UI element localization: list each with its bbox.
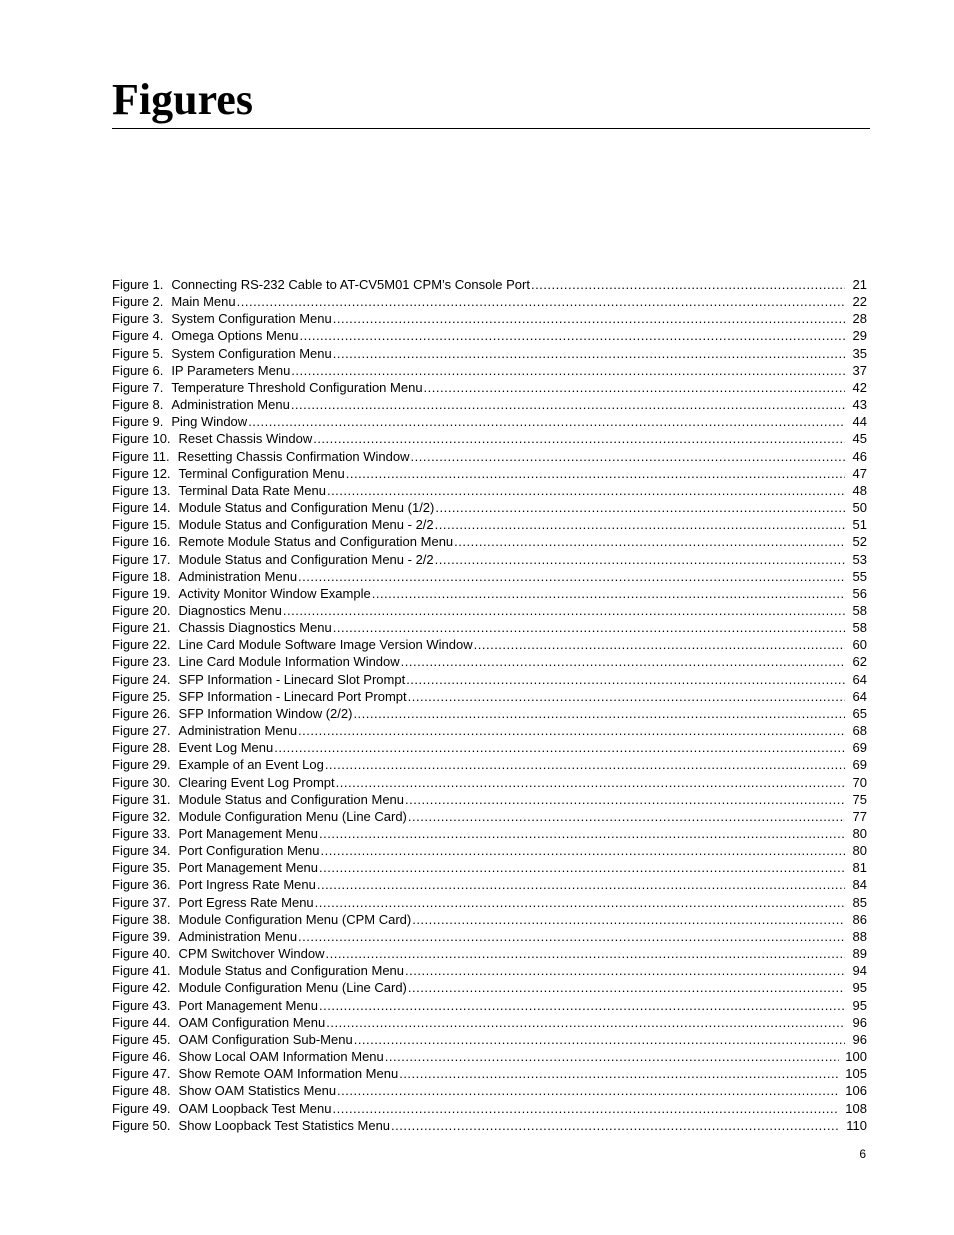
figure-number: Figure 43.: [112, 997, 171, 1013]
figure-entry[interactable]: [112, 979, 868, 996]
figure-entry[interactable]: [112, 928, 868, 945]
dot-leader: [298, 568, 845, 585]
figure-entry[interactable]: [112, 482, 868, 499]
figure-entry[interactable]: [112, 739, 868, 756]
figure-entry[interactable]: [112, 825, 868, 842]
figure-page-number[interactable]: 85: [852, 894, 867, 910]
figure-title[interactable]: System Configuration Menu: [171, 345, 332, 361]
dot-leader: [391, 1117, 840, 1134]
figure-number: Figure 2.: [112, 294, 164, 310]
dot-leader: [399, 1065, 839, 1082]
dot-leader: [319, 825, 845, 842]
dot-leader: [248, 413, 845, 430]
figure-entry[interactable]: [112, 568, 868, 585]
figure-title[interactable]: Module Status and Configuration Menu - 2/2: [178, 551, 434, 567]
figure-number: Figure 16.: [112, 534, 171, 550]
figure-title[interactable]: Clearing Event Log Prompt: [178, 774, 335, 790]
dot-leader: [237, 293, 845, 310]
dot-leader: [319, 859, 845, 876]
figure-title[interactable]: Module Configuration Menu (Line Card): [178, 980, 407, 996]
figure-page-number[interactable]: 35: [852, 345, 867, 361]
figure-number: Figure 30.: [112, 774, 171, 790]
figure-page-number[interactable]: 70: [852, 774, 867, 790]
figure-title[interactable]: Module Configuration Menu (CPM Card): [178, 911, 412, 927]
figure-title[interactable]: Activity Monitor Window Example: [178, 585, 371, 601]
figure-title[interactable]: IP Parameters Menu: [171, 362, 291, 378]
figure-entry[interactable]: [112, 1100, 868, 1117]
figure-entry[interactable]: [112, 842, 868, 859]
figure-page-number[interactable]: 95: [852, 997, 867, 1013]
figure-number: Figure 32.: [112, 808, 171, 824]
figure-number: Figure 28.: [112, 740, 171, 756]
figure-number: Figure 1.: [112, 277, 164, 292]
figure-title[interactable]: Administration Menu: [178, 568, 298, 584]
dot-leader: [325, 756, 845, 773]
figure-entry[interactable]: [112, 1065, 868, 1082]
figure-number: Figure 21.: [112, 620, 171, 636]
figure-number: Figure 29.: [112, 757, 171, 773]
dot-leader: [435, 516, 845, 533]
figure-number: Figure 39.: [112, 928, 171, 944]
figure-title[interactable]: Port Management Menu: [178, 860, 319, 876]
figure-page-number[interactable]: 68: [852, 723, 867, 739]
figure-entry[interactable]: [112, 688, 868, 705]
dot-leader: [336, 774, 845, 791]
figure-number: Figure 48.: [112, 1083, 171, 1099]
figure-page-number[interactable]: 86: [852, 911, 867, 927]
figure-title[interactable]: OAM Loopback Test Menu: [178, 1100, 332, 1116]
dot-leader: [405, 962, 845, 979]
figure-number: Figure 4.: [112, 328, 164, 344]
figure-title[interactable]: Port Ingress Rate Menu: [178, 877, 316, 893]
figure-title[interactable]: CPM Switchover Window: [178, 946, 325, 962]
figure-entry[interactable]: [112, 962, 868, 979]
dot-leader: [354, 1031, 845, 1048]
figure-title[interactable]: Remote Module Status and Configuration Menu: [178, 534, 454, 550]
figure-number: Figure 17.: [112, 551, 171, 567]
dot-leader: [411, 448, 845, 465]
figure-number: Figure 44.: [112, 1014, 171, 1030]
figure-page-number[interactable]: 55: [852, 568, 867, 584]
figure-title[interactable]: Ping Window: [171, 414, 248, 430]
figure-entry[interactable]: [112, 756, 868, 773]
figure-title[interactable]: Port Management Menu: [178, 997, 319, 1013]
figure-page-number[interactable]: 110: [846, 1117, 867, 1133]
dot-leader: [424, 379, 845, 396]
figure-number: Figure 12.: [112, 465, 171, 481]
figure-entry[interactable]: [112, 362, 868, 379]
figure-entry[interactable]: [112, 808, 868, 825]
title-rule: [112, 128, 870, 129]
figure-title[interactable]: Event Log Menu: [178, 740, 274, 756]
figure-number: Figure 23.: [112, 654, 171, 670]
figure-page-number[interactable]: 75: [852, 791, 867, 807]
figure-title[interactable]: Port Configuration Menu: [178, 843, 320, 859]
figure-list: [112, 276, 868, 1134]
figure-number: Figure 6.: [112, 362, 164, 378]
figure-number: Figure 25.: [112, 688, 171, 704]
figure-number: Figure 42.: [112, 980, 171, 996]
figure-entry[interactable]: [112, 791, 868, 808]
figure-page-number[interactable]: 80: [852, 843, 867, 859]
figure-page-number[interactable]: 108: [845, 1100, 867, 1116]
figure-entry[interactable]: [112, 551, 868, 568]
dot-leader: [327, 482, 845, 499]
figure-title[interactable]: Module Status and Configuration Menu - 2/2: [178, 517, 434, 533]
figure-page-number[interactable]: 51: [852, 517, 867, 533]
figure-page-number[interactable]: 29: [852, 328, 867, 344]
figure-title[interactable]: Show OAM Statistics Menu: [178, 1083, 337, 1099]
dot-leader: [353, 705, 845, 722]
figure-title[interactable]: Show Local OAM Information Menu: [178, 1049, 384, 1065]
figure-title[interactable]: Module Status and Configuration Menu (1/2): [178, 500, 435, 516]
figure-title[interactable]: Administration Menu: [171, 397, 290, 413]
dot-leader: [372, 585, 845, 602]
dot-leader: [408, 808, 845, 825]
figure-page-number[interactable]: 100: [845, 1049, 867, 1065]
figure-title[interactable]: Module Configuration Menu (Line Card): [178, 808, 407, 824]
dot-leader: [317, 876, 845, 893]
figure-title[interactable]: Reset Chassis Window: [178, 431, 313, 447]
figure-number: Figure 3.: [112, 311, 164, 327]
figure-entry[interactable]: [112, 430, 868, 447]
figure-number: Figure 11.: [112, 448, 170, 464]
figure-title[interactable]: Administration Menu: [178, 928, 298, 944]
figure-entry[interactable]: [112, 894, 868, 911]
figure-page-number[interactable]: 65: [852, 705, 867, 721]
figure-title[interactable]: Terminal Configuration Menu: [178, 465, 345, 481]
figure-entry[interactable]: [112, 276, 868, 293]
figure-number: Figure 45.: [112, 1031, 171, 1047]
page-title: Figures: [112, 75, 253, 124]
figure-title[interactable]: Diagnostics Menu: [178, 602, 282, 618]
figure-page-number[interactable]: 58: [852, 620, 867, 636]
figure-page-number[interactable]: 22: [852, 294, 867, 310]
dot-leader: [474, 636, 845, 653]
dot-leader: [325, 945, 845, 962]
figure-number: Figure 34.: [112, 843, 171, 859]
figure-number: Figure 40.: [112, 946, 171, 962]
figure-entry[interactable]: [112, 396, 868, 413]
figure-page-number[interactable]: 37: [852, 362, 867, 378]
figure-entry[interactable]: [112, 465, 868, 482]
figure-page-number[interactable]: 45: [852, 431, 867, 447]
dot-leader: [320, 842, 845, 859]
figure-number: Figure 5.: [112, 345, 164, 361]
figure-title[interactable]: System Configuration Menu: [171, 311, 332, 327]
dot-leader: [319, 997, 845, 1014]
dot-leader: [274, 739, 845, 756]
figure-title[interactable]: Chassis Diagnostics Menu: [178, 620, 332, 636]
figure-number: Figure 46.: [112, 1049, 171, 1065]
figure-entry[interactable]: [112, 876, 868, 893]
figure-number: Figure 22.: [112, 637, 171, 653]
figure-page-number[interactable]: 53: [852, 551, 867, 567]
figure-page-number[interactable]: 96: [852, 1031, 867, 1047]
figure-page-number[interactable]: 48: [852, 482, 867, 498]
figure-page-number[interactable]: 46: [852, 448, 867, 464]
figure-page-number[interactable]: 28: [852, 311, 867, 327]
figure-page-number[interactable]: 58: [852, 602, 867, 618]
figure-number: Figure 41.: [112, 963, 171, 979]
figure-title[interactable]: Terminal Data Rate Menu: [178, 482, 326, 498]
figure-page-number[interactable]: 106: [845, 1083, 867, 1099]
figure-title[interactable]: Module Status and Configuration Menu: [178, 791, 405, 807]
dot-leader: [346, 465, 845, 482]
figure-entry[interactable]: [112, 327, 868, 344]
dot-leader: [333, 345, 845, 362]
figure-number: Figure 35.: [112, 860, 171, 876]
dot-leader: [405, 791, 845, 808]
figure-title[interactable]: Show Loopback Test Statistics Menu: [178, 1117, 391, 1133]
figure-number: Figure 13.: [112, 482, 171, 498]
figure-page-number[interactable]: 77: [852, 808, 867, 824]
figure-page-number[interactable]: 60: [852, 637, 867, 653]
dot-leader: [435, 551, 845, 568]
figure-entry[interactable]: [112, 602, 868, 619]
figure-entry[interactable]: [112, 671, 868, 688]
figure-number: Figure 20.: [112, 602, 171, 618]
figure-title[interactable]: Line Card Module Information Window: [178, 654, 400, 670]
figure-title[interactable]: Show Remote OAM Information Menu: [178, 1066, 399, 1082]
figure-title[interactable]: Resetting Chassis Confirmation Window: [177, 448, 410, 464]
dot-leader: [298, 722, 845, 739]
figure-number: Figure 36.: [112, 877, 171, 893]
figure-page-number[interactable]: 89: [852, 946, 867, 962]
figure-page-number[interactable]: 62: [852, 654, 867, 670]
dot-leader: [291, 362, 845, 379]
page-number: 6: [859, 1147, 866, 1161]
figure-entry[interactable]: [112, 379, 868, 396]
figure-title[interactable]: Module Status and Configuration Menu: [178, 963, 405, 979]
figure-number: Figure 19.: [112, 585, 171, 601]
figure-entry[interactable]: [112, 722, 868, 739]
figure-title[interactable]: Omega Options Menu: [171, 328, 299, 344]
figure-number: Figure 50.: [112, 1117, 171, 1133]
dot-leader: [333, 310, 845, 327]
figure-entry[interactable]: [112, 293, 868, 310]
figure-title[interactable]: Port Egress Rate Menu: [178, 894, 314, 910]
dot-leader: [283, 602, 845, 619]
figure-entry[interactable]: [112, 1031, 868, 1048]
figure-entry[interactable]: [112, 636, 868, 653]
figure-page-number[interactable]: 43: [852, 397, 867, 413]
figure-number: Figure 26.: [112, 705, 171, 721]
figure-number: Figure 47.: [112, 1066, 171, 1082]
figure-page-number[interactable]: 42: [852, 379, 867, 395]
figure-title[interactable]: Main Menu: [171, 294, 236, 310]
figure-entry[interactable]: [112, 1048, 868, 1065]
figure-number: Figure 37.: [112, 894, 171, 910]
figure-number: Figure 10.: [112, 431, 171, 447]
dot-leader: [333, 1100, 840, 1117]
dot-leader: [408, 979, 845, 996]
dot-leader: [315, 894, 845, 911]
figure-page-number[interactable]: 44: [852, 414, 867, 430]
figure-entry[interactable]: [112, 1117, 868, 1134]
figure-page-number[interactable]: 64: [852, 671, 867, 687]
figure-number: Figure 18.: [112, 568, 171, 584]
figure-page-number[interactable]: 69: [852, 740, 867, 756]
figure-entry[interactable]: [112, 1082, 868, 1099]
figure-page-number[interactable]: 105: [845, 1066, 867, 1082]
figure-title[interactable]: Temperature Threshold Configuration Menu: [171, 379, 423, 395]
figure-page-number[interactable]: 94: [852, 963, 867, 979]
figure-title[interactable]: Line Card Module Software Image Version Window: [178, 637, 473, 653]
figure-title[interactable]: OAM Configuration Menu: [178, 1014, 326, 1030]
figure-entry[interactable]: [112, 945, 868, 962]
figure-page-number[interactable]: 56: [852, 585, 867, 601]
figure-title[interactable]: SFP Information - Linecard Port Prompt: [178, 688, 407, 704]
dot-leader: [406, 671, 845, 688]
dot-leader: [326, 1014, 845, 1031]
figure-page-number[interactable]: 52: [852, 534, 867, 550]
figure-number: Figure 14.: [112, 500, 171, 516]
figure-number: Figure 7.: [112, 379, 164, 395]
figure-entry[interactable]: [112, 653, 868, 670]
dot-leader: [300, 327, 846, 344]
figure-entry[interactable]: [112, 585, 868, 602]
figure-page-number[interactable]: 69: [852, 757, 867, 773]
figure-title[interactable]: OAM Configuration Sub-Menu: [178, 1031, 353, 1047]
figure-entry[interactable]: [112, 533, 868, 550]
figure-entry[interactable]: [112, 997, 868, 1014]
figure-page-number[interactable]: 50: [852, 500, 867, 516]
figure-number: Figure 24.: [112, 671, 171, 687]
dot-leader: [401, 653, 845, 670]
figure-title[interactable]: SFP Information - Linecard Slot Prompt: [178, 671, 406, 687]
figure-number: Figure 33.: [112, 826, 171, 841]
figure-page-number[interactable]: 80: [852, 826, 867, 841]
dot-leader: [412, 911, 845, 928]
figure-title[interactable]: Port Management Menu: [178, 826, 319, 841]
figure-entry[interactable]: [112, 413, 868, 430]
figure-number: Figure 9.: [112, 414, 164, 430]
dot-leader: [435, 499, 845, 516]
dot-leader: [313, 430, 845, 447]
dot-leader: [454, 533, 845, 550]
dot-leader: [531, 276, 845, 293]
figure-entry[interactable]: [112, 345, 868, 362]
figure-number: Figure 15.: [112, 517, 171, 533]
figure-title[interactable]: Example of an Event Log: [178, 757, 324, 773]
dot-leader: [408, 688, 845, 705]
figure-entry[interactable]: [112, 310, 868, 327]
figure-number: Figure 38.: [112, 911, 171, 927]
figure-entry[interactable]: [112, 619, 868, 636]
figure-entry[interactable]: [112, 499, 868, 516]
figure-page-number[interactable]: 21: [852, 277, 867, 292]
dot-leader: [333, 619, 845, 636]
figure-page-number[interactable]: 81: [852, 860, 867, 876]
figure-number: Figure 31.: [112, 791, 171, 807]
figure-entry[interactable]: [112, 1014, 868, 1031]
dot-leader: [385, 1048, 840, 1065]
figure-title[interactable]: SFP Information Window (2/2): [178, 705, 353, 721]
dot-leader: [337, 1082, 839, 1099]
figure-page-number[interactable]: 84: [852, 877, 867, 893]
figure-entry[interactable]: [112, 448, 868, 465]
figure-title[interactable]: Administration Menu: [178, 723, 298, 739]
figure-entry[interactable]: [112, 859, 868, 876]
figure-number: Figure 49.: [112, 1100, 171, 1116]
dot-leader: [291, 396, 845, 413]
figure-entry[interactable]: [112, 705, 868, 722]
figure-number: Figure 8.: [112, 397, 164, 413]
figure-entry[interactable]: [112, 774, 868, 791]
figure-page-number[interactable]: 64: [852, 688, 867, 704]
figure-entry[interactable]: [112, 911, 868, 928]
dot-leader: [298, 928, 845, 945]
figure-page-number[interactable]: 96: [852, 1014, 867, 1030]
figure-entry[interactable]: [112, 516, 868, 533]
figure-page-number[interactable]: 88: [852, 928, 867, 944]
figure-page-number[interactable]: 47: [852, 465, 867, 481]
figure-number: Figure 27.: [112, 723, 171, 739]
figure-title[interactable]: Connecting RS-232 Cable to AT-CV5M01 CPM’s Console Port: [171, 277, 530, 292]
figure-page-number[interactable]: 95: [852, 980, 867, 996]
